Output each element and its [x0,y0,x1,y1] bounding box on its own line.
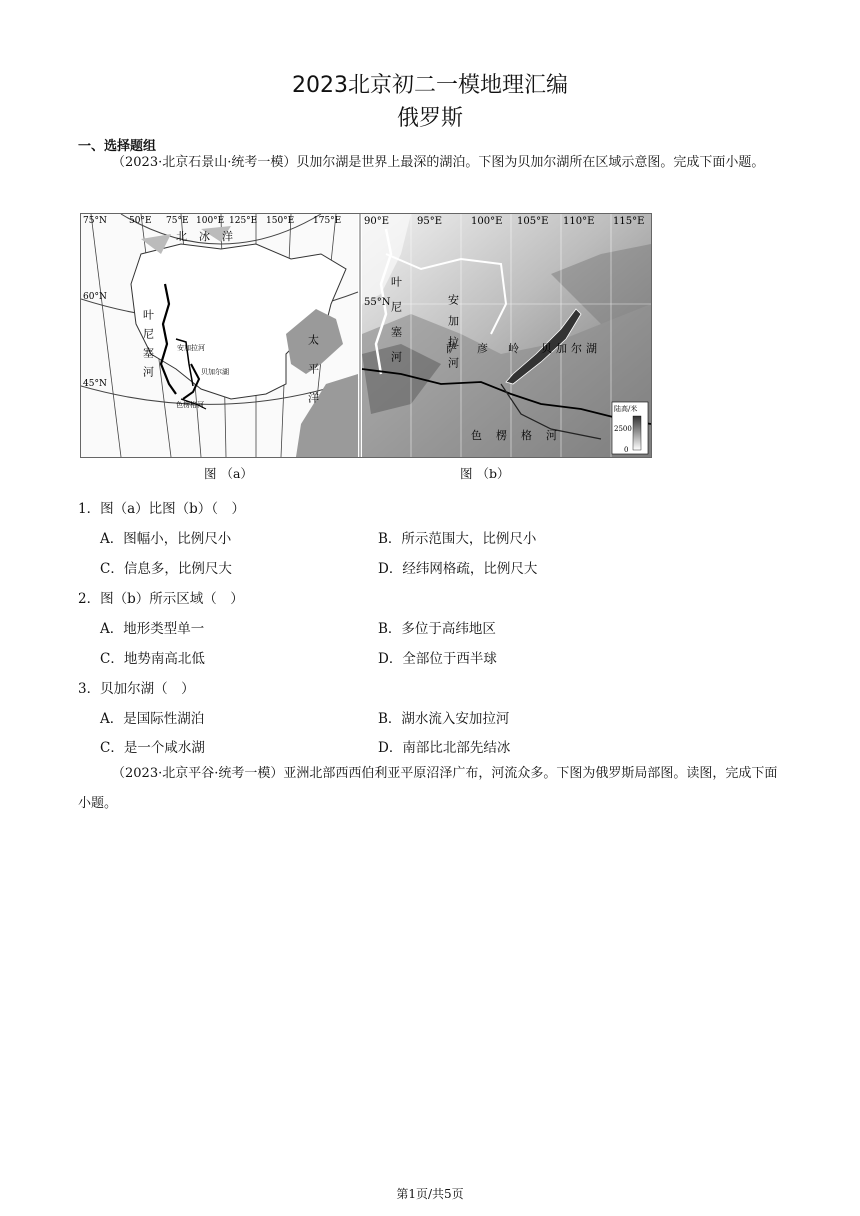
question-1-option-d: D．经纬网格疏，比例尺大 [378,561,538,577]
map-a-angara-label: 安加拉河 [177,344,205,352]
caption-a: 图 （a） [204,466,253,481]
question-3-option-d: D．南部比北部先结冰 [378,740,511,756]
map-b [362,214,651,457]
question-3-option-a: A．是国际性湖泊 [100,711,205,727]
intro-paragraph-2: （2023·北京平谷·统考一模）亚洲北部西西伯利亚平原沼泽广布，河流众多。下图为俄罗斯局部图。读图，完成下面小题。 [78,766,778,811]
question-3-option-b: B．湖水流入安加拉河 [378,711,510,727]
map-a-sea-label: 北冰洋 [176,230,245,243]
question-2-option-c: C．地势南高北低 [100,651,205,667]
question-1-option-b: B．所示范围大，比例尺小 [378,531,537,547]
map-b-lon-label: 105°E [517,216,549,227]
legend-min: 0 [624,446,629,454]
page-title: 2023北京初二一模地理汇编 [292,73,568,98]
map-b-lon-label: 100°E [471,216,503,227]
map-b-lat-label: 55°N [364,297,391,308]
map-figure-svg [81,214,651,457]
map-a-lat-label: 60°N [83,292,107,302]
map-b-lon-label: 90°E [364,216,390,227]
map-b-lake-label: 贝加尔湖 [541,342,601,355]
map-a-lon-label: 175°E [313,216,342,226]
map-a-lon-label: 150°E [266,216,295,226]
map-b-yenisei-label: 叶尼塞河 [389,276,403,376]
map-b-lon-label: 115°E [613,216,645,227]
section-title: 一、选择题组 [78,139,157,154]
map-a-lon-label: 75°E [166,216,189,226]
map-a-lat-label: 75°N [83,216,107,226]
question-3: 3．贝加尔湖（ ） [78,681,195,697]
intro-paragraph-1: （2023·北京石景山·统考一模）贝加尔湖是世界上最深的湖泊。下图为贝加尔湖所在区域示意图。完成下面小题。 [112,155,765,170]
legend-max: 2500 [614,425,632,433]
question-2-option-d: D．全部位于西半球 [378,651,497,667]
map-a-lon-label: 125°E [229,216,258,226]
map-a-lon-label: 50°E [129,216,152,226]
question-2-option-a: A．地形类型单一 [100,621,205,637]
question-2-option-b: B．多位于高纬地区 [378,621,496,637]
page-subtitle: 俄罗斯 [396,106,463,131]
page-footer: 第1页/共5页 [396,1187,464,1201]
map-b-lon-label: 95°E [417,216,443,227]
map-a [81,214,358,457]
map-b-selenga-label: 色楞格河 [471,429,571,442]
question-1-option-a: A．图幅小，比例尺小 [100,531,232,547]
map-b-mountain-label: 萨彦岭 [446,342,539,355]
map-a-lon-label: 100°E [196,216,225,226]
caption-b: 图 （b） [460,466,510,481]
map-b-lon-label: 110°E [563,216,595,227]
map-b-angara-label: 安加拉河 [446,294,460,378]
map-figure [80,213,652,458]
question-1: 1．图（a）比图（b）（ ） [78,501,246,517]
legend-title: 陆高/米 [614,405,638,413]
map-a-ocean-label: 太平洋 [306,334,320,421]
map-a-lake-label: 贝加尔湖 [201,368,229,376]
question-2: 2．图（b）所示区域（ ） [78,591,244,607]
map-a-selenga-label: 色楞格河 [176,401,204,409]
question-1-option-c: C．信息多，比例尺大 [100,561,232,577]
question-3-option-c: C．是一个咸水湖 [100,740,205,756]
map-a-river-label: 叶尼塞河 [141,309,155,385]
map-a-lat-label: 45°N [83,379,107,389]
